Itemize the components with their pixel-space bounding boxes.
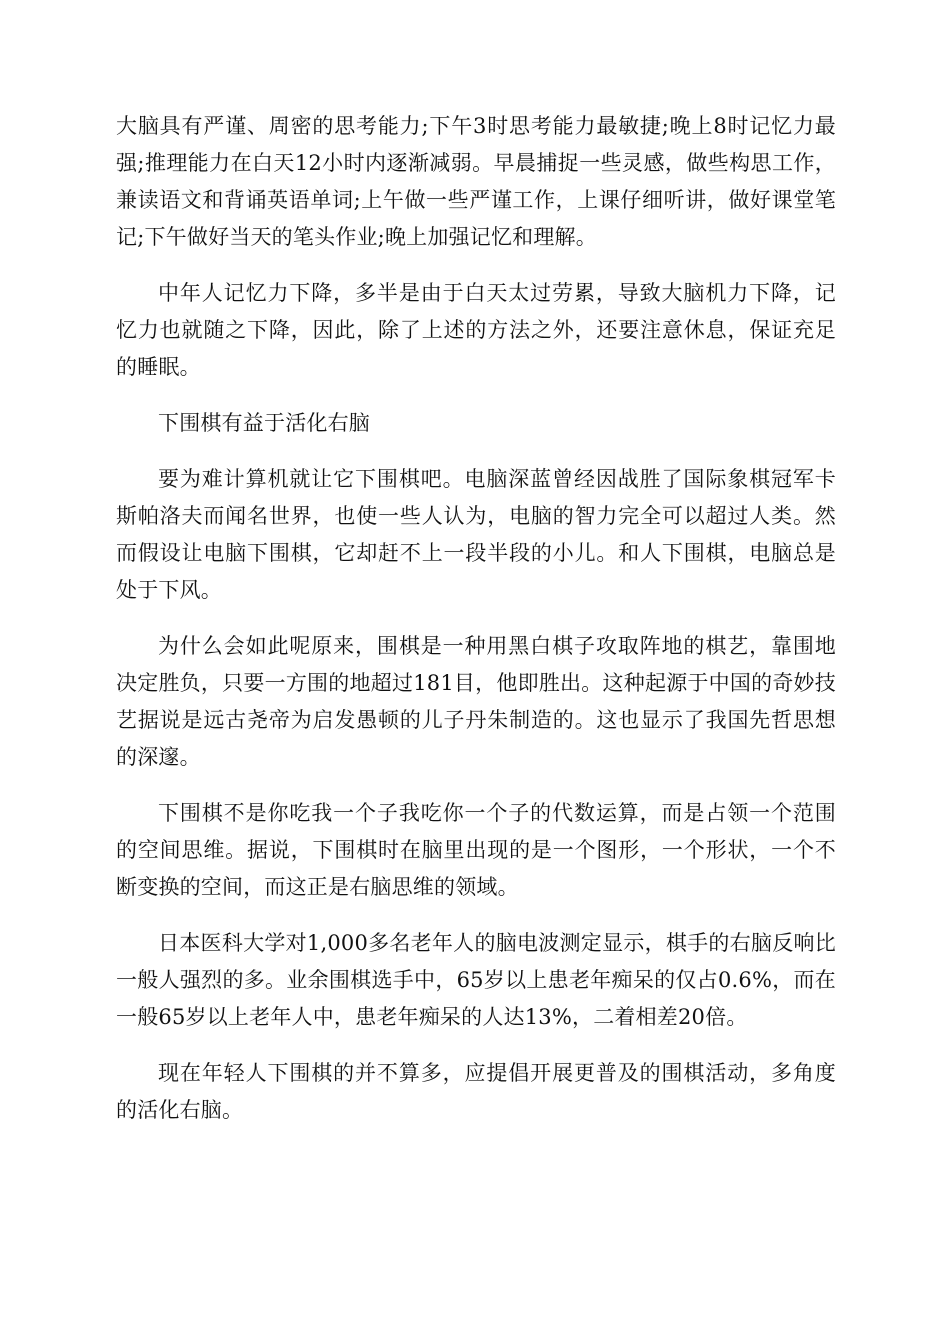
- document-body: [116, 108, 836, 1148]
- paragraph-conclusion: 现在年轻人下围棋的并不算多，应提倡开展更普及的围棋活动，多角度的活化右脑。: [116, 1061, 836, 1122]
- paragraph-middle-age-memory: 中年人记忆力下降，多半是由于白天太过劳累，导致大脑机力下降，记忆力也就随之下降，因此，除了上述的方法之外，还要注意休息，保证充足的睡眠。: [116, 281, 836, 379]
- paragraph-go-origin: 为什么会如此呢原来，围棋是一种用黑白棋子攻取阵地的棋艺，靠围地决定胜负，只要一方围的地超过181目，他即胜出。这种起源于中国的奇妙技艺据说是远古尧帝为启发愚顿的儿子丹朱制造的。这也显示了我国先哲思想的深邃。: [116, 634, 836, 769]
- paragraph-schedule: 大脑具有严谨、周密的思考能力;下午3时思考能力最敏捷;晚上8时记忆力最强;推理能力在白天12小时内逐渐减弱。早晨捕捉一些灵感，做些构思工作，兼读语文和背诵英语单词;上午做一些严谨工作，上课仔细听讲，做好课堂笔记;下午做好当天的笔头作业;晚上加强记忆和理解。: [116, 114, 836, 249]
- section-heading-go: 下围棋有益于活化右脑: [158, 411, 370, 435]
- paragraph-japan-study: 日本医科大学对1,000多名老年人的脑电波测定显示，棋手的右脑反响比一般人强烈的多。业余围棋选手中，65岁以上患老年痴呆的仅占0.6%，而在一般65岁以上老年人中，患老年痴呆的人达13%，二着相差20倍。: [116, 931, 836, 1029]
- paragraph-spatial-thinking: 下围棋不是你吃我一个子我吃你一个子的代数运算，而是占领一个范围的空间思维。据说，下围棋时在脑里出现的是一个图形，一个形状，一个不断变换的空间，而这正是右脑思维的领域。: [116, 801, 836, 899]
- paragraph-computer-go: 要为难计算机就让它下围棋吧。电脑深蓝曾经因战胜了国际象棋冠军卡斯帕洛夫而闻名世界，也使一些人认为，电脑的智力完全可以超过人类。然而假设让电脑下围棋，它却赶不上一段半段的小儿。和人下围棋，电脑总是处于下风。: [116, 467, 836, 602]
